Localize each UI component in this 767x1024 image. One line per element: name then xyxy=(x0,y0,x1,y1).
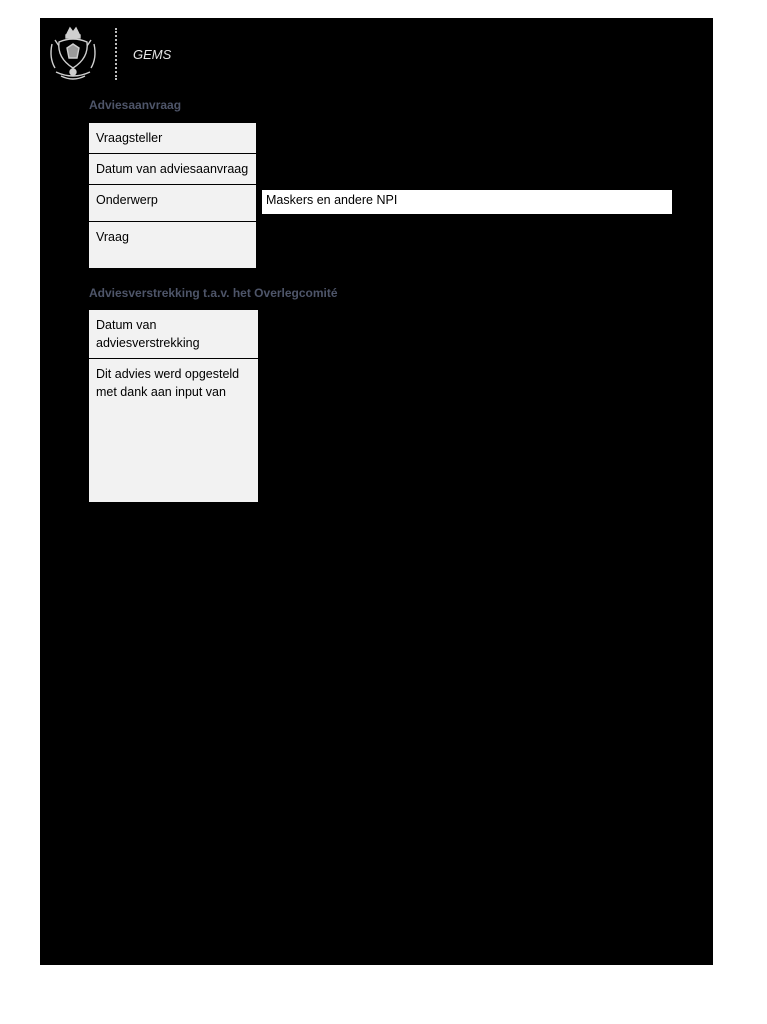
label-datum-adviesaanvraag: Datum van adviesaanvraag xyxy=(89,154,256,184)
coat-of-arms-icon xyxy=(47,24,99,84)
label-onderwerp: Onderwerp xyxy=(89,185,256,221)
label-input-acknowledgement: Dit advies werd opgesteld met dank aan input van xyxy=(89,359,258,502)
header-divider xyxy=(115,28,117,80)
document-page xyxy=(40,18,713,965)
onderwerp-value: Maskers en andere NPI xyxy=(262,190,672,214)
label-datum-adviesverstrekking: Datum van adviesverstrekking xyxy=(89,310,258,358)
section-title-adviesaanvraag: Adviesaanvraag xyxy=(89,98,182,112)
organization-name: GEMS xyxy=(133,47,172,62)
label-vraagsteller: Vraagsteller xyxy=(89,123,256,153)
label-vraag: Vraag xyxy=(89,222,256,268)
section-title-adviesverstrekking: Adviesverstrekking t.a.v. het Overlegcomité xyxy=(89,286,338,300)
